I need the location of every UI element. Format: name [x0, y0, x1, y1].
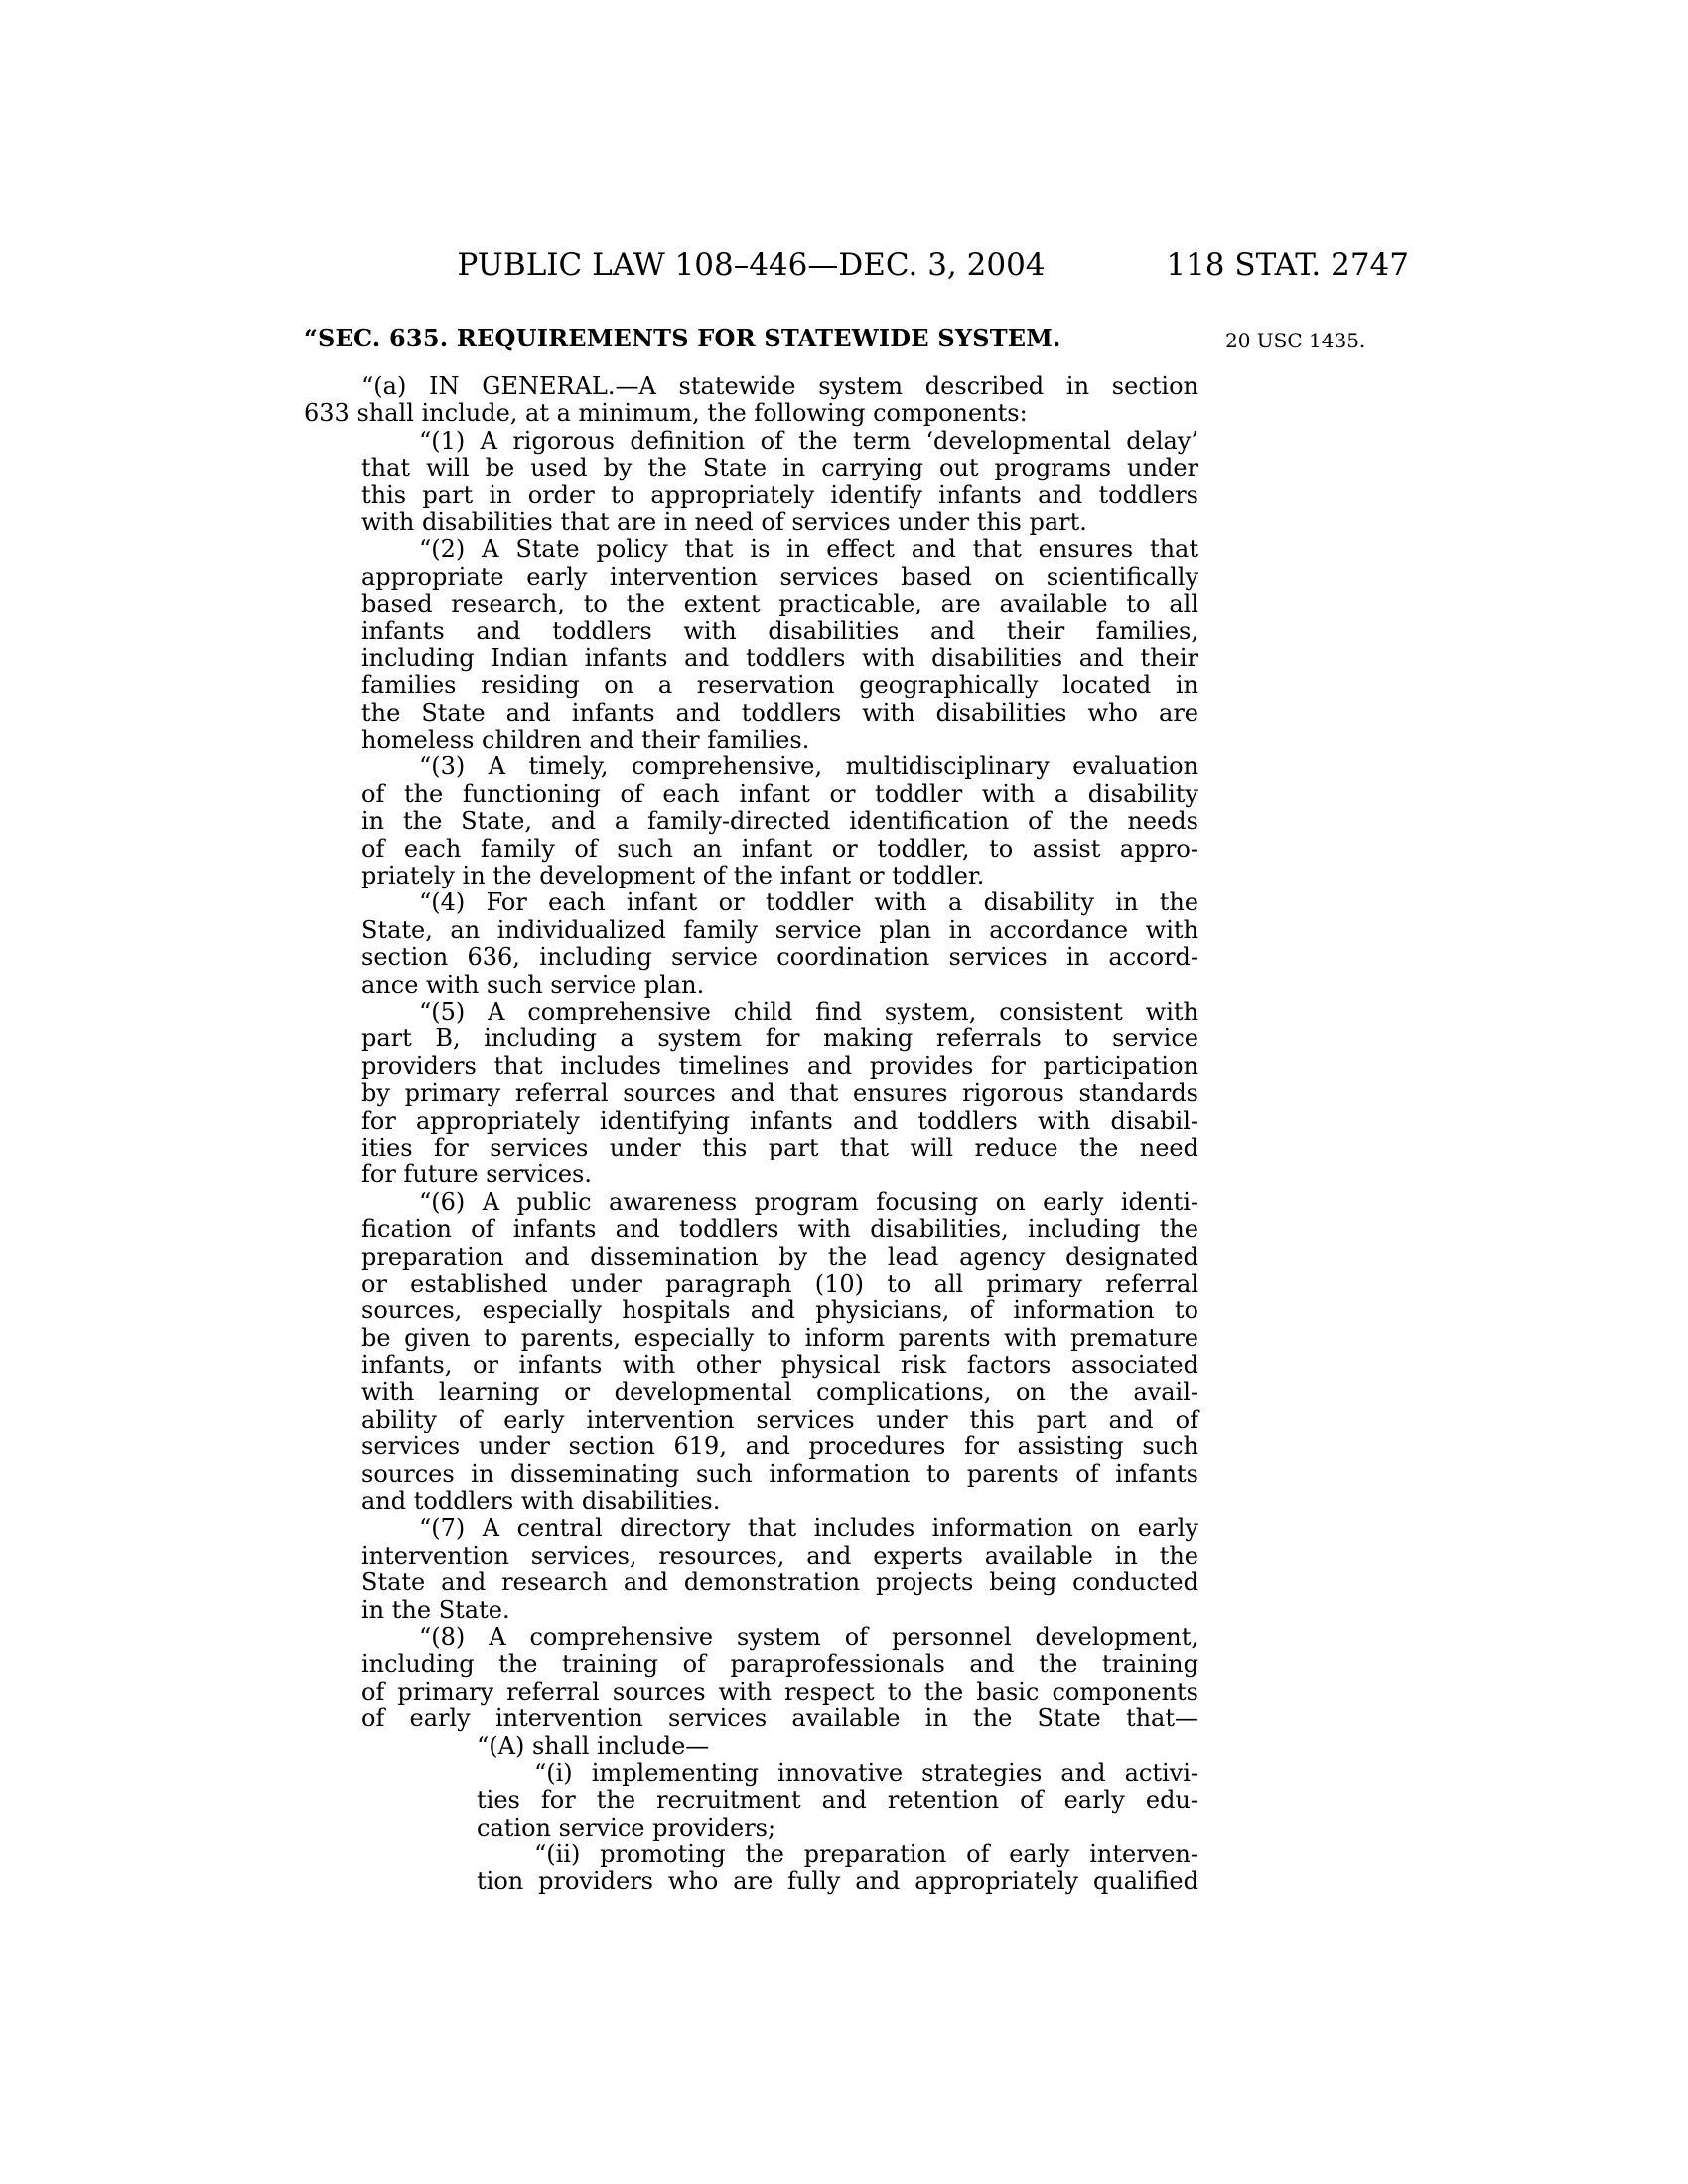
paragraph-block: [477, 1760, 1198, 1842]
text-line: of early intervention services available in the State that—: [361, 1705, 1198, 1733]
text-line: ance with such service plan.: [361, 970, 705, 999]
usc-margin-note: 20 USC 1435.: [1225, 329, 1366, 352]
text-line: “(5) A comprehensive child find system, consistent with: [419, 997, 1198, 1025]
section-heading: “SEC. 635. REQUIREMENTS FOR STATEWIDE SYSTEM.: [304, 324, 1061, 352]
text-line: that will be used by the State in carrying out programs under: [361, 454, 1198, 482]
paragraph-block: [361, 1624, 1198, 1733]
paragraph-block: [361, 1515, 1198, 1624]
text-line: the State and infants and toddlers with disabilities who are: [361, 698, 1198, 727]
text-line: appropriate early intervention services based on scientifically: [361, 562, 1198, 591]
text-line: “(8) A comprehensive system of personnel development,: [419, 1622, 1198, 1651]
paragraph-block: [361, 1189, 1198, 1516]
text-line: “(3) A timely, comprehensive, multidisciplinary evaluation: [419, 752, 1198, 781]
text-line: State and research and demonstration projects being conducted: [361, 1569, 1198, 1597]
running-head-stat-number: 118 STAT. 2747: [1166, 247, 1409, 283]
text-line: sources, especially hospitals and physicians, of information to: [361, 1297, 1198, 1325]
paragraph-block: [361, 999, 1198, 1189]
paragraph-block: [361, 889, 1198, 999]
text-line: preparation and dissemination by the lead agency designated: [361, 1242, 1198, 1271]
text-line: of primary referral sources with respect to the basic components: [361, 1677, 1198, 1706]
text-line: infants and toddlers with disabilities and their families,: [361, 616, 1198, 645]
text-line: “(6) A public awareness program focusing on early identi-: [419, 1187, 1198, 1216]
text-line: intervention services, resources, and experts available in the: [361, 1541, 1198, 1570]
text-line: ities for services under this part that will reduce the need: [361, 1133, 1198, 1161]
text-line: “(7) A central directory that includes information on early: [419, 1514, 1198, 1543]
text-line: “(1) A rigorous definition of the term ‘developmental delay’: [419, 426, 1198, 455]
text-line: families residing on a reservation geographically located in: [361, 671, 1198, 700]
paragraph-block: [361, 536, 1198, 753]
paragraph-block: [419, 1733, 1198, 1760]
text-line: in the State.: [361, 1595, 510, 1624]
text-line: be given to parents, especially to inform parents with premature: [361, 1323, 1198, 1352]
text-line: homeless children and their families.: [361, 726, 810, 754]
text-line: including the training of paraprofessionals and the training: [361, 1650, 1198, 1679]
text-line: “(2) A State policy that is in effect and that ensures that: [419, 535, 1198, 564]
text-line: ability of early intervention services under this part and of: [361, 1405, 1198, 1433]
text-line: State, an individualized family service plan in accordance with: [361, 915, 1198, 944]
paragraph-block: [304, 373, 1198, 428]
text-line: of the functioning of each infant or toddler with a disability: [361, 779, 1198, 808]
text-line: of each family of such an infant or toddler, to assist appro-: [361, 834, 1198, 863]
text-line: part B, including a system for making referrals to service: [361, 1024, 1198, 1053]
text-line: priately in the development of the infant or toddler.: [361, 862, 985, 890]
paragraph-block: [477, 1842, 1198, 1896]
text-line: based research, to the extent practicable, are available to all: [361, 590, 1198, 618]
text-line: for appropriately identifying infants and toddlers with disabil-: [361, 1106, 1198, 1135]
paragraph-block: [361, 753, 1198, 889]
text-line: “(a) IN GENERAL.—A statewide system described in section: [361, 372, 1198, 400]
text-line: fication of infants and toddlers with disabilities, including the: [361, 1215, 1198, 1244]
text-line: “(A) shall include—: [477, 1731, 710, 1760]
text-line: by primary referral sources and that ensures rigorous standards: [361, 1079, 1198, 1108]
text-line: “(4) For each infant or toddler with a disability in the: [419, 888, 1198, 917]
text-line: “(i) implementing innovative strategies and activi-: [534, 1758, 1198, 1787]
text-line: with disabilities that are in need of services under this part.: [361, 507, 1087, 536]
running-head-law-title: PUBLIC LAW 108–446—DEC. 3, 2004: [457, 247, 1046, 283]
text-line: 633 shall include, at a minimum, the following components:: [304, 399, 1028, 428]
body-text: [304, 373, 1198, 1896]
text-line: including Indian infants and toddlers with disabilities and their: [361, 643, 1198, 672]
text-line: this part in order to appropriately identify infants and toddlers: [361, 480, 1198, 509]
text-line: and toddlers with disabilities.: [361, 1487, 721, 1516]
text-line: “(ii) promoting the preparation of early interven-: [534, 1841, 1198, 1869]
text-line: cation service providers;: [477, 1813, 776, 1842]
text-line: providers that includes timelines and provides for participation: [361, 1051, 1198, 1080]
text-line: tion providers who are fully and appropriately qualified: [477, 1867, 1198, 1896]
text-line: or established under paragraph (10) to all primary referral: [361, 1269, 1198, 1297]
text-line: for future services.: [361, 1160, 592, 1189]
text-line: ties for the recruitment and retention of early edu-: [477, 1786, 1198, 1815]
paragraph-block: [361, 428, 1198, 537]
text-line: sources in disseminating such information to parents of infants: [361, 1459, 1198, 1488]
text-line: infants, or infants with other physical risk factors associated: [361, 1351, 1198, 1380]
text-line: in the State, and a family-directed identification of the needs: [361, 807, 1198, 836]
text-line: section 636, including service coordination services in accord-: [361, 943, 1198, 972]
text-line: services under section 619, and procedures for assisting such: [361, 1433, 1198, 1461]
text-line: with learning or developmental complications, on the avail-: [361, 1378, 1198, 1407]
